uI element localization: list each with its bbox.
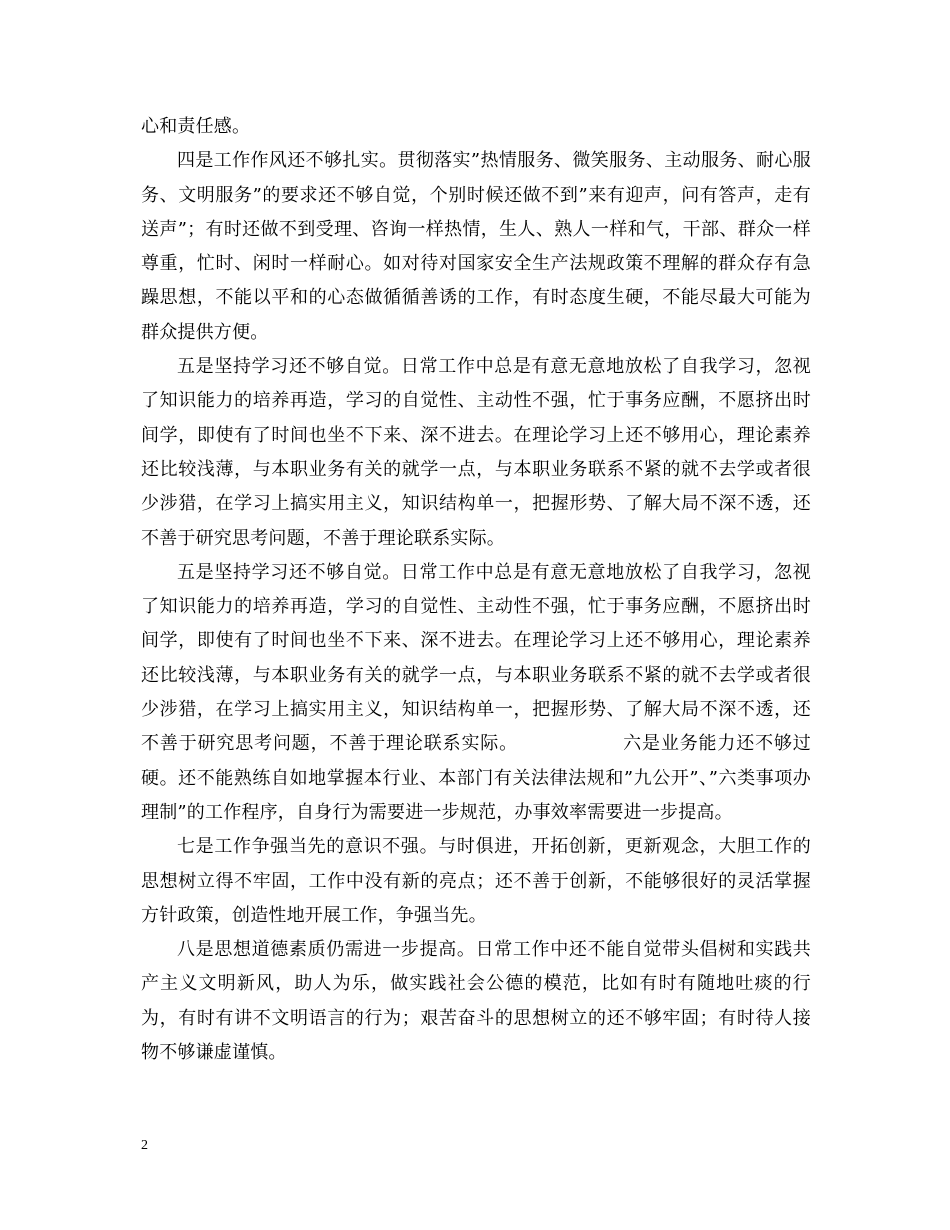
paragraph-innovation: 七是工作争强当先的意识不强。与时俱进，开拓创新，更新观念，大胆工作的思想树立得不牢固，工作中没有新的亮点；还不善于创新，不能够很好的灵活掌握方针政策，创造性地开展工作，争强当先。 [141, 836, 811, 926]
paragraph-continuation: 心和责任感。 [141, 116, 251, 137]
paragraph-morality: 八是思想道德素质仍需进一步提高。日常工作中还不能自觉带头倡树和实践共产主义文明新风，助人为乐，做实践社会公德的模范，比如有时有随地吐痰的行为，有时有讲不文明语言的行为；艰苦奋斗的思想树立的还不够牢固；有时待人接物不够谦虚谨慎。 [141, 939, 811, 1064]
page-number: 2 [141, 1138, 148, 1153]
paragraph-work-style: 四是工作作风还不够扎实。贯彻落实”热情服务、微笑服务、主动服务、耐心服务、文明服务”的要求还不够自觉，个别时候还做不到”来有迎声，问有答声，走有送声”；有时还做不到受理、咨询一样热情，生人、熟人一样和气，干部、群众一样尊重，忙时、闲时一样耐心。如对待对国家安全生产法规政策不理解的群众存有急躁思想，不能以平和的心态做循循善诱的工作，有时态度生硬，不能尽最大可能为群众提供方便。 [141, 150, 811, 343]
paragraph-study-repeat: 五是坚持学习还不够自觉。日常工作中总是有意无意地放松了自我学习，忽视了知识能力的培养再造，学习的自觉性、主动性不强，忙于事务应酬，不愿挤出时间学，即使有了时间也坐不下来、深不进去。在理论学习上还不够用心，理论素养还比较浅薄，与本职业务有关的就学一点，与本职业务联系不紧的就不去学或者很少涉猎，在学习上搞实用主义，知识结构单一，把握形势、了解大局不深不透，还不善于研究思考问题，不善于理论联系实际。 六是业务能力还不够过硬。还不能熟练自如地掌握本行业、本部门有关法律法规和”九公开”、”六类事项办理制”的工作程序，自身行为需要进一步规范，办事效率需要进一步提高。 [141, 561, 811, 823]
document-body [141, 110, 811, 1070]
paragraph-study: 五是坚持学习还不够自觉。日常工作中总是有意无意地放松了自我学习，忽视了知识能力的培养再造，学习的自觉性、主动性不强，忙于事务应酬，不愿挤出时间学，即使有了时间也坐不下来、深不进去。在理论学习上还不够用心，理论素养还比较浅薄，与本职业务有关的就学一点，与本职业务联系不紧的就不去学或者很少涉猎，在学习上搞实用主义，知识结构单一，把握形势、了解大局不深不透，还不善于研究思考问题，不善于理论联系实际。 [141, 356, 811, 549]
